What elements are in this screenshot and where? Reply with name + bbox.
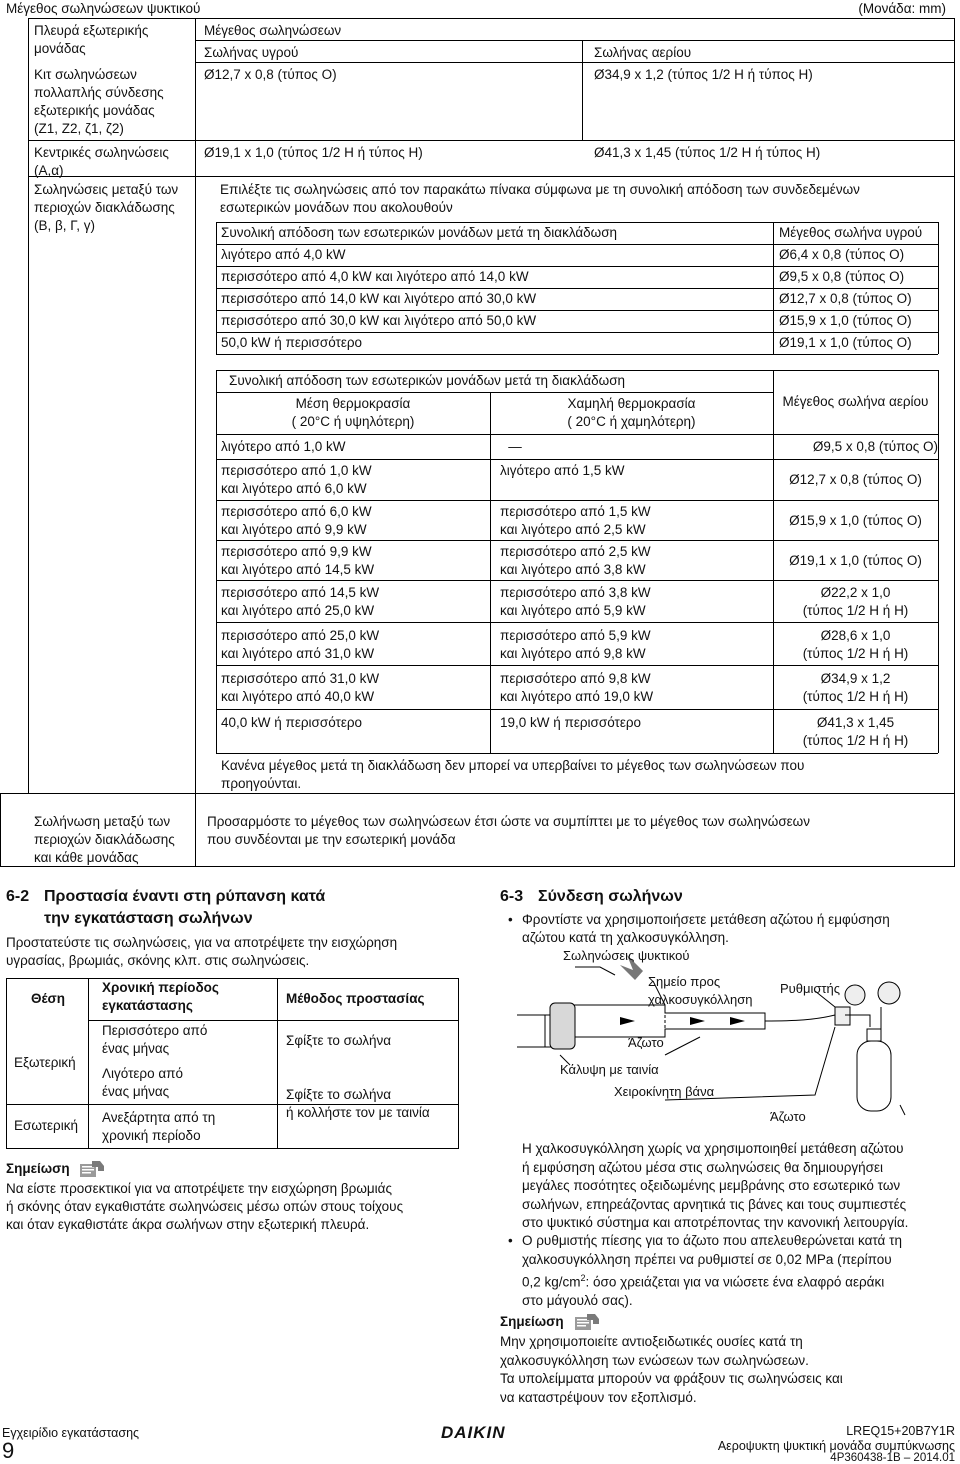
gas-pipe-header: Σωλήνας αερίου [594,45,692,60]
table-row: περισσότερο από 30,0 kW και λιγότερο από 50,0 kW [221,313,537,328]
pipe-size-header: Μέγεθος σωληνώσεων [204,23,342,38]
section-6-2-intro: Προστατεύστε τις σωληνώσεις, για να αποτρέψετε την εισχώρηση υγρασίας, βρωμιάς, σκόνης κλπ. στις σωληνώσεις. [6,935,398,968]
table-cell: περισσότερο από 9,8 kW και λιγότερο από 19,0 kW [500,671,654,704]
table-cell: λιγότερο από 1,0 kW [221,439,346,454]
branch-size-note: Κανένα μέγεθος μετά τη διακλάδωση δεν μπορεί να υπερβαίνει το μέγεθος των σωληνώσεων που προηγούνται. [221,758,805,791]
multi-kit-gas: Ø34,9 x 1,2 (τύπος 1/2 Η ή τύπος Η) [594,67,813,82]
period-more-month: Περισσότερο από ένας μήνας [102,1023,208,1056]
note-text-6-3: Μην χρησιμοποιείτε αντιοξειδωτικές ουσίες κατά τη χαλκοσυγκόλληση των ενώσεων των σωληνώσεων. Τα υπολείμματα μπορούν να φράξουν τις σωληνώσεις και να καταστρέψουν τον εξοπλισμό. [500,1334,843,1405]
table-cell: Ø15,9 x 1,0 (τύπος Ο) [779,313,912,328]
table-cell: περισσότερο από 3,8 kW και λιγότερο από 5,9 kW [500,585,651,618]
place-indoor: Εσωτερική [14,1118,78,1133]
label-nitrogen-flow: Άζωτο [628,1035,664,1050]
table-row: περισσότερο από 14,0 kW και λιγότερο από 30,0 kW [221,291,537,306]
table-cell: Ø12,7 x 0,8 (τύπος Ο) [779,291,912,306]
footer-product: Αεροψυκτη ψυκτική μονάδα συμπύκνωσης [717,1439,955,1453]
section-6-2-heading: Προστασία έναντι στη ρύπανση κατά την εγκατάσταση σωλήνων [44,888,326,927]
branch-intro-text: Επιλέξτε τις σωληνώσεις από τον παρακάτω πίνακα σύμφωνα με τη συνολική απόδοση των συνδεδεμένων εσωτερικών μονάδων που ακολουθούν [220,182,860,215]
footer-manual-title: Εγχειρίδιο εγκατάστασης [2,1426,140,1440]
table-cell: περισσότερο από 9,9 kW και λιγότερο από 14,5 kW [221,544,375,577]
table-cell: Ø41,3 x 1,45 (τύπος 1/2 Η ή Η) [802,715,909,748]
row-main-pipes-label: Κεντρικές σωληνώσεις (Α,α) [34,145,169,178]
main-pipes-gas: Ø41,3 x 1,45 (τύπος 1/2 Η ή τύπος Η) [594,145,821,160]
section-6-3-number: 6-3 [500,888,524,905]
main-pipes-liquid: Ø19,1 x 1,0 (τύπος 1/2 Η ή τύπος Η) [204,145,423,160]
table-cell: 19,0 kW ή περισσότερο [500,715,642,730]
table-cell: Ø9,5 x 0,8 (τύπος Ο) [779,269,905,284]
table-cell: Ø9,5 x 0,8 (τύπος Ο) [812,439,938,454]
period-any: Ανεξάρτητα από τη χρονική περίοδο [102,1110,216,1143]
table-row: περισσότερο από 4,0 kW και λιγότερο από 14,0 kW [221,269,529,284]
liquid-table-header-size: Μέγεθος σωλήνα υγρού [779,225,923,240]
table-cell: Ø19,1 x 1,0 (τύπος Ο) [789,553,922,568]
liquid-pipe-header: Σωλήνας υγρού [204,45,299,60]
gas-size-header: Μέγεθος σωλήνα αερίου [782,394,929,409]
method-pinch-or-tape: Σφίξτε το σωλήνα ή κολλήστε τον με ταινία [286,1087,430,1120]
table-cell: περισσότερο από 31,0 kW και λιγότερο από 40,0 kW [221,671,380,704]
row-outdoor-side-label: Πλευρά εξωτερικής μονάδας [34,23,149,56]
note-text-6-2: Να είστε προσεκτικοί για να αποτρέψετε την εισχώρηση βρωμιάς ή σκόνης όταν εγκαθιστάτε σωληνώσεις μέσω οπών στους τοίχους και όταν εγκαθιστάτε άκρα σωλήνων στην εξωτερική πλευρά. [6,1181,404,1232]
label-tape-cover: Κάλυψη με ταινία [560,1062,659,1077]
table-cell: περισσότερο από 1,0 kW και λιγότερο από 6,0 kW [221,463,372,496]
brazing-warning-paragraph: Η χαλκοσυγκόλληση χωρίς να χρησιμοποιηθεί μετάθεση αζώτου ή εμφύσηση αζώτου μέσα στις σωληνώσεις θα δημιουργήσει μεγάλες ποσότητες οξειδωμένης μεμβράνης στο εσωτερικό των σωλήνων, επηρεάζοντας αρνητικά τις βάνες και τους συμπιεστές στο ψυκτικό σύστημα και αποτρέποντας την κανονική λειτουργία. [522,1141,909,1230]
table-cell: περισσότερο από 5,9 kW και λιγότερο από 9,8 kW [500,628,651,661]
place-outdoor: Εξωτερική [14,1055,76,1070]
unit-label: (Μονάδα: mm) [858,1,946,16]
table-cell: Ø22,2 x 1,0 (τύπος 1/2 Η ή Η) [802,585,909,618]
table-cell: 40,0 kW ή περισσότερο [221,715,363,730]
table-cell: Ø19,1 x 1,0 (τύπος Ο) [779,335,912,350]
table-cell: Ø28,6 x 1,0 (τύπος 1/2 Η ή Η) [802,628,909,661]
label-regulator: Ρυθμιστής [780,981,841,996]
bullet-regulator-text: Ο ρυθμιστής πίεσης για το άζωτο που απελευθερώνεται κατά τη χαλκοσυγκόλληση πρέπει να ρυθμιστεί σε 0,02 MPa (περίπου 0,2 $kg/cm^2$: όσο χρειάζεται για να νιώσετε ένα ελαφρό αεράκι στο μάγουλό σας). [522,1233,902,1308]
note-hand-icon [78,1159,106,1179]
note-title-6-3: Σημείωση [500,1314,564,1329]
low-temp-header: Χαμηλή θερμοκρασία ( 20°C ή χαμηλότερη) [567,396,696,429]
row-unit-pipes-label: Σωλήνωση μεταξύ των περιοχών διακλάδωσης και κάθε μονάδας [34,814,175,865]
liquid-table-header-capacity: Συνολική απόδοση των εσωτερικών μονάδων μετά τη διακλάδωση [221,225,618,240]
table-cell: περισσότερο από 2,5 kW και λιγότερο από 3,8 kW [500,544,651,577]
mid-temp-header: Μέση θερμοκρασία ( 20°C ή υψηλότερη) [291,396,415,429]
table-cell: Ø34,9 x 1,2 (τύπος 1/2 Η ή Η) [802,671,909,704]
section-6-3-heading: Σύνδεση σωλήνων [538,888,683,905]
note-title-6-2: Σημείωση [6,1161,70,1176]
footer-page-number: 9 [2,1438,15,1463]
label-brazing-point: Σημείο προς χαλκοσυγκόλληση [648,974,753,1007]
table-cell: περισσότερο από 1,5 kW και λιγότερο από 2,5 kW [500,504,651,537]
table-row: λιγότερο από 4,0 kW [221,247,346,262]
label-refrigerant-pipes: Σωληνώσεις ψυκτικού [563,948,690,963]
row-branch-pipes-label: Σωληνώσεις μεταξύ των περιοχών διακλάδωσης (Β, β, Γ, γ) [34,182,179,233]
table-cell: Ø12,7 x 0,8 (τύπος Ο) [789,472,922,487]
table-cell: περισσότερο από 25,0 kW και λιγότερο από 31,0 kW [221,628,380,661]
gas-table-header-capacity: Συνολική απόδοση των εσωτερικών μονάδων μετά τη διακλάδωση [229,373,626,388]
table-cell: περισσότερο από 14,5 kW και λιγότερο από 25,0 kW [221,585,380,618]
multi-kit-liquid: Ø12,7 x 0,8 (τύπος Ο) [204,67,337,82]
table-cell: Ø6,4 x 0,8 (τύπος Ο) [779,247,905,262]
label-nitrogen-cylinder: Άζωτο [770,1109,806,1124]
col-period-header: Χρονική περίοδος εγκατάστασης [102,980,219,1013]
method-pinch: Σφίξτε το σωλήνα [286,1033,392,1048]
daikin-logo: DAIKIN [441,1423,506,1442]
footer-model: LREQ15+20B7Y1R [846,1424,955,1438]
bullet-nitrogen-text: Φροντίστε να χρησιμοποιήσετε μετάθεση αζώτου ή εμφύσηση αζώτου κατά τη χαλκοσυγκόλληση. [522,912,890,945]
row-multi-kit-label: Κιτ σωληνώσεων πολλαπλής σύνδεσης εξωτερικής μονάδας (Ζ1, Ζ2, ζ1, ζ2) [34,67,164,136]
col-method-header: Μέθοδος προστασίας [286,991,425,1006]
note-hand-icon [573,1312,601,1332]
unit-pipes-text: Προσαρμόστε το μέγεθος των σωληνώσεων έτσι ώστε να συμπίπτει με το μέγεθος των σωληνώσεων που συνδέονται με την εσωτερική μονάδα [207,814,810,847]
section-6-2-number: 6-2 [6,888,30,905]
period-less-month: Λιγότερο από ένας μήνας [102,1066,183,1099]
col-place-header: Θέση [30,991,66,1006]
table-row: 50,0 kW ή περισσότερο [221,335,363,350]
footer-doc-number: 4P360438-1B – 2014.01 [830,1452,955,1464]
table-title: Μέγεθος σωληνώσεων ψυκτικού [6,1,201,16]
table-cell: Ø15,9 x 1,0 (τύπος Ο) [789,513,922,528]
bullet-dot: • [508,1233,513,1248]
label-hand-valve: Χειροκίνητη βάνα [614,1084,715,1099]
table-cell: — [508,439,522,454]
table-cell: περισσότερο από 6,0 kW και λιγότερο από 9,9 kW [221,504,372,537]
table-cell: λιγότερο από 1,5 kW [500,463,625,478]
bullet-dot: • [508,912,513,927]
